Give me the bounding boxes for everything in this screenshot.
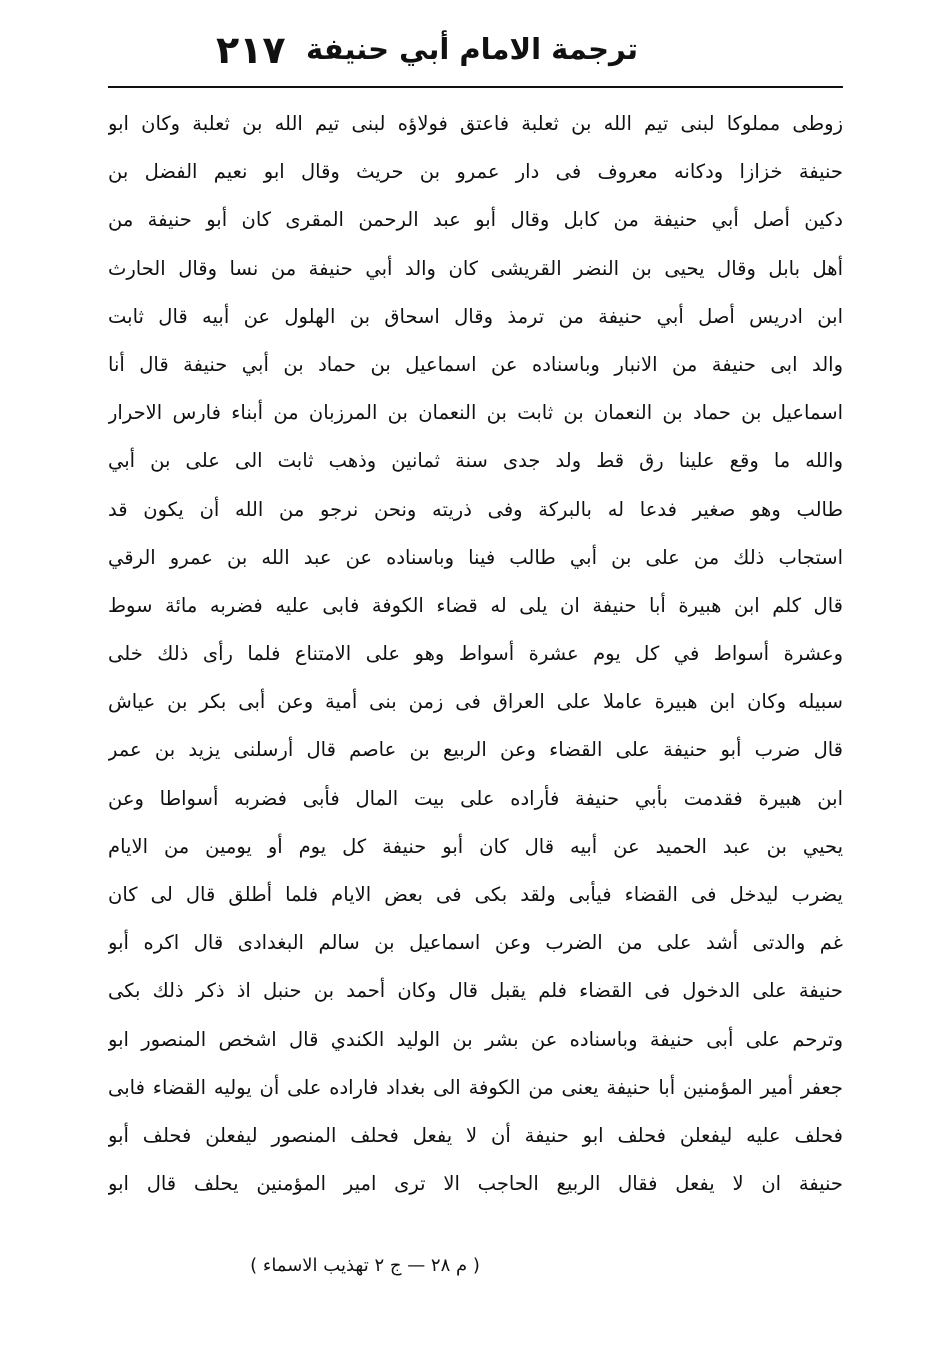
page-header bbox=[108, 28, 843, 84]
signature-mark: ( م ٢٨ — ج ٢ تهذيب الاسماء ) bbox=[250, 1255, 480, 1276]
running-title: ترجمة الامام أبي حنيفة bbox=[306, 32, 638, 66]
page-number: ٢١٧ bbox=[216, 28, 286, 72]
text-line: استجاب ذلك من على بن أبي طالب فينا وباسناده عن عبد الله بن عمرو الرقي bbox=[108, 545, 843, 569]
text-line: حنيفة على الدخول فى القضاء فلم يقبل قال وكان أحمد بن حنبل اذ ذكر ذلك بكى bbox=[108, 979, 843, 1003]
text-line: ابن ادريس أصل أبي حنيفة من ترمذ وقال اسحاق بن الهلول عن أبيه قال ثابت bbox=[108, 304, 843, 328]
text-line: قال كلم ابن هبيرة أبا حنيفة ان يلى له قضاء الكوفة فابى عليه فضربه مائة سوط bbox=[108, 593, 843, 617]
header-rule bbox=[108, 86, 843, 88]
text-line: سبيله وكان ابن هبيرة عاملا على العراق فى زمن بنى أمية وعن أبى بكر بن عياش bbox=[108, 690, 843, 714]
text-line: أهل بابل وقال يحيى بن النضر القريشى كان والد أبي حنيفة من نسا وقال الحارث bbox=[108, 256, 843, 280]
text-line: غم والدتى أشد على من الضرب وعن اسماعيل بن سالم البغدادى قال اكره أبو bbox=[108, 931, 843, 955]
text-line: زوطى مملوكا لبنى تيم الله بن ثعلبة فاعتق فولاؤه لبنى تيم الله بن ثعلبة وكان ابو bbox=[108, 112, 843, 135]
text-line: ابن هبيرة فقدمت بأبي حنيفة فأراده على بيت المال فأبى فضربه أسواطا وعن bbox=[108, 786, 843, 810]
text-line: فحلف عليه ليفعلن فحلف ابو حنيفة أن لا يفعل فحلف المنصور ليفعلن فحلف أبو bbox=[108, 1123, 843, 1147]
text-line: حنيفة ان لا يفعل فقال الربيع الحاجب الا ترى امير المؤمنين يحلف قال ابو bbox=[108, 1172, 843, 1196]
text-line: دكين أصل أبي حنيفة من كابل وقال أبو عبد الرحمن المقرى كان أبو حنيفة من bbox=[108, 208, 843, 232]
text-line: يحيي بن عبد الحميد عن أبيه قال كان أبو حنيفة كل يوم أو يومين من الايام bbox=[108, 834, 843, 858]
text-line: اسماعيل بن حماد بن النعمان بن ثابت بن النعمان بن المرزبان من أبناء فارس الاحرار bbox=[108, 401, 843, 425]
text-line: جعفر أمير المؤمنين أبا حنيفة يعنى من الكوفة الى بغداد فاراده على أن يوليه القضاء فابى bbox=[108, 1075, 843, 1099]
text-line: يضرب ليدخل فى القضاء فيأبى ولقد بكى فى بعض الايام فلما أطلق قال لى كان bbox=[108, 883, 843, 906]
text-line: والله ما وقع علينا رق قط ولد جدى سنة ثمانين وذهب ثابت الى على بن أبي bbox=[108, 449, 843, 473]
text-line: طالب وهو صغير فدعا له بالبركة وفى ذريته ونحن نرجو من الله أن يكون قد bbox=[108, 497, 843, 521]
text-line: حنيفة خزازا ودكانه معروف فى دار عمرو بن حريث وقال ابو نعيم الفضل بن bbox=[108, 160, 843, 184]
body-text bbox=[108, 100, 843, 1208]
text-line: قال ضرب أبو حنيفة على القضاء وعن الربيع بن عاصم قال أرسلنى يزيد بن عمر bbox=[108, 738, 843, 762]
text-line: والد ابى حنيفة من الانبار وباسناده عن اسماعيل بن حماد بن أبي حنيفة قال أنا bbox=[108, 352, 843, 376]
text-line: وترحم على أبى حنيفة وباسناده عن بشر بن الوليد الكندي قال اشخص المنصور ابو bbox=[108, 1027, 843, 1051]
text-line: وعشرة أسواط في كل يوم عشرة أسواط وهو على الامتناع فلما رأى ذلك خلى bbox=[108, 642, 843, 666]
